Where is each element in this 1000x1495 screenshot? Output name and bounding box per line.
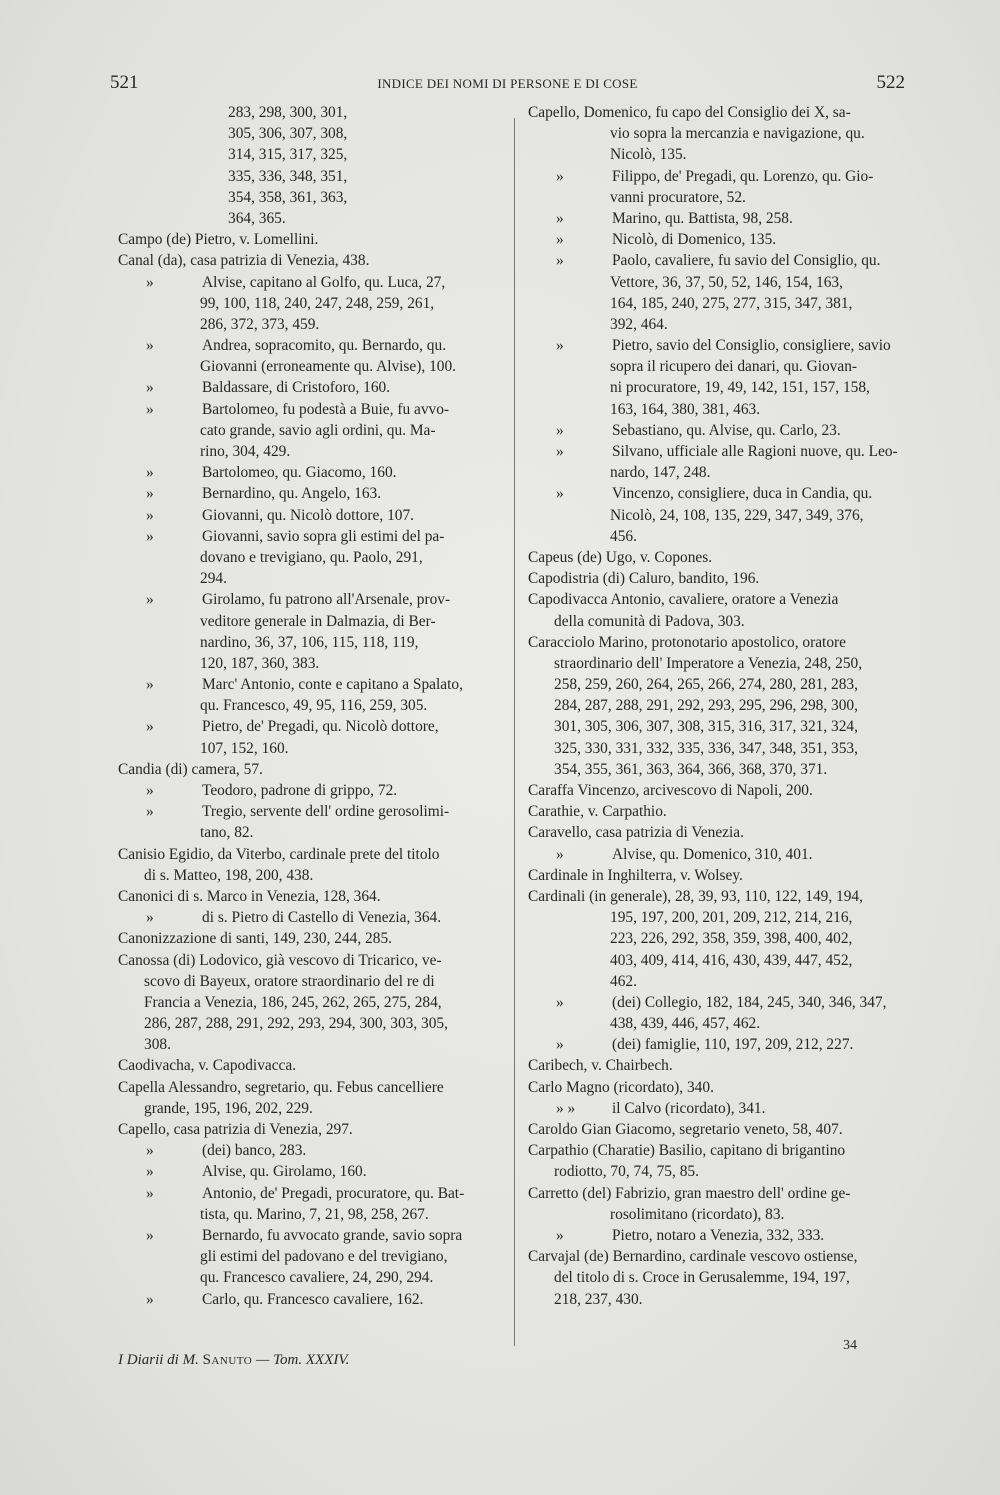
index-line — [528, 865, 908, 886]
ditto-mark: » — [556, 252, 564, 270]
ditto-mark: » — [146, 909, 154, 927]
entry-text: Bartolomeo, qu. Giacomo, 160. — [202, 464, 397, 482]
index-line — [528, 1098, 908, 1119]
entry-text: Canossa (di) Lodovico, già vescovo di Tricarico, ve- — [118, 951, 442, 969]
entry-text: straordinario dell' Imperatore a Venezia, 248, 250, — [554, 654, 863, 672]
entry-text: Marino, qu. Battista, 98, 258. — [612, 209, 793, 227]
ditto-mark: » » — [556, 1099, 576, 1117]
index-line — [118, 1267, 503, 1288]
entry-text: di s. Matteo, 198, 200, 438. — [144, 866, 314, 884]
entry-text: rino, 304, 429. — [200, 443, 291, 460]
ditto-mark: » — [146, 782, 154, 799]
index-line — [528, 716, 908, 737]
index-line — [528, 928, 908, 949]
index-line — [528, 208, 908, 229]
index-line — [118, 1098, 503, 1119]
entry-text: Cardinale in Inghilterra, v. Wolsey. — [528, 866, 743, 884]
signature-mark: 34 — [843, 1338, 857, 1353]
index-line — [118, 462, 503, 483]
entry-text: Francia a Venezia, 186, 245, 262, 265, 275, 284, — [144, 993, 442, 1011]
entry-text: ni procuratore, 19, 49, 142, 151, 157, 158, — [610, 379, 870, 397]
index-line — [118, 632, 503, 653]
ditto-mark: » — [146, 1226, 154, 1244]
ditto-mark: » — [146, 379, 154, 397]
entry-text: 258, 259, 260, 264, 265, 266, 274, 280, 281, 283, — [554, 676, 858, 694]
entry-text: Canonizzazione di santi, 149, 230, 244, 285. — [118, 930, 392, 948]
index-line — [528, 272, 908, 293]
index-line — [118, 568, 503, 589]
index-line — [118, 377, 503, 398]
entry-text: Alvise, qu. Domenico, 310, 401. — [612, 845, 813, 863]
entry-text: Paolo, cavaliere, fu savio del Consiglio, qu. — [612, 252, 881, 270]
entry-text: Alvise, qu. Girolamo, 160. — [202, 1163, 367, 1181]
index-line — [118, 611, 503, 632]
index-line — [528, 1267, 908, 1288]
entry-text: Nicolò, 135. — [610, 146, 687, 164]
index-line — [528, 462, 908, 483]
ditto-mark: » — [146, 464, 154, 482]
entry-text: Baldassare, di Cristoforo, 160. — [202, 379, 391, 397]
index-line — [118, 865, 503, 886]
entry-text: Canonici di s. Marco in Venezia, 128, 364. — [118, 887, 381, 905]
entry-text: qu. Francesco, 49, 95, 116, 259, 305. — [200, 697, 428, 715]
index-line — [118, 1140, 503, 1161]
entry-text: Caroldo Gian Giacomo, segretario veneto, 58, 407. — [528, 1121, 843, 1138]
index-line — [118, 1013, 503, 1034]
entry-text: 364, 365. — [228, 209, 286, 227]
index-line — [528, 611, 908, 632]
index-line — [118, 928, 503, 949]
index-line — [528, 250, 908, 271]
entry-text: 308. — [144, 1036, 171, 1054]
entry-text: Caodivacha, v. Capodivacca. — [118, 1057, 297, 1075]
entry-text: Pietro, de' Pregadi, qu. Nicolò dottore, — [202, 718, 439, 736]
entry-text: Carlo, qu. Francesco cavaliere, 162. — [202, 1290, 424, 1308]
index-line — [118, 1225, 503, 1246]
index-line — [118, 1055, 503, 1076]
entry-text: (dei) famiglie, 110, 197, 209, 212, 227. — [612, 1036, 854, 1054]
index-line — [118, 547, 503, 568]
entry-text: Silvano, ufficiale alle Ragioni nuove, qu. Leo- — [612, 443, 898, 460]
ditto-mark: » — [146, 676, 154, 694]
entry-text: Capodivacca Antonio, cavaliere, oratore a Venezia — [528, 591, 839, 609]
index-line — [118, 229, 503, 250]
entry-text: Girolamo, fu patrono all'Arsenale, prov- — [202, 591, 451, 609]
entry-text: 438, 439, 446, 457, 462. — [610, 1015, 761, 1033]
index-line — [528, 1246, 908, 1267]
entry-text: dovano e trevigiano, qu. Paolo, 291, — [200, 548, 423, 566]
index-line — [118, 272, 503, 293]
index-line — [118, 123, 503, 144]
ditto-mark: » — [146, 337, 154, 355]
index-line — [528, 738, 908, 759]
index-line — [118, 208, 503, 229]
entry-text: Caracciolo Marino, protonotario apostolico, oratore — [528, 633, 846, 651]
index-line — [118, 738, 503, 759]
ditto-mark: » — [146, 1184, 154, 1202]
entry-text: 223, 226, 292, 358, 359, 398, 400, 402, — [610, 930, 853, 948]
entry-text: del titolo di s. Croce in Gerusalemme, 194, 197, — [554, 1269, 850, 1287]
entry-text: vio sopra la mercanzia e navigazione, qu. — [610, 125, 865, 143]
entry-text: Bernardo, fu avvocato grande, savio sopra — [202, 1226, 463, 1244]
index-line — [528, 589, 908, 610]
index-line — [528, 632, 908, 653]
index-line — [528, 144, 908, 165]
index-line — [528, 971, 908, 992]
index-line — [528, 335, 908, 356]
entry-text: 163, 164, 380, 381, 463. — [610, 400, 761, 418]
index-line — [118, 483, 503, 504]
entry-text: Capello, Domenico, fu capo del Consiglio dei X, sa- — [528, 104, 851, 121]
ditto-mark: » — [556, 443, 564, 460]
entry-text: 99, 100, 118, 240, 247, 248, 259, 261, — [200, 294, 435, 312]
entry-text: Tregio, servente dell' ordine gerosolimi- — [202, 803, 450, 821]
footer-author: Sanuto — [202, 1352, 253, 1368]
ditto-mark: » — [556, 485, 564, 503]
entry-text: Caribech, v. Chairbech. — [528, 1057, 673, 1075]
index-line — [528, 1225, 908, 1246]
index-line — [118, 992, 503, 1013]
running-head: INDICE DEI NOMI DI PERSONE E DI COSE — [377, 76, 638, 91]
entry-text: 294. — [200, 570, 227, 588]
index-line — [528, 568, 908, 589]
entry-text: 392, 464. — [610, 315, 668, 333]
index-line — [528, 1161, 908, 1182]
index-line — [528, 950, 908, 971]
entry-text: Filippo, de' Pregadi, qu. Lorenzo, qu. Gio- — [612, 167, 874, 185]
index-line — [118, 1161, 503, 1182]
index-line — [528, 759, 908, 780]
footer-prefix: I Diarii di M. — [118, 1352, 199, 1368]
index-line — [528, 229, 908, 250]
left-column — [118, 102, 503, 1310]
index-line — [528, 780, 908, 801]
entry-text: Giovanni, savio sopra gli estimi del pa- — [202, 527, 445, 545]
entry-text: Giovanni, qu. Nicolò dottore, 107. — [202, 506, 415, 524]
index-line — [528, 1183, 908, 1204]
entry-text: 354, 358, 361, 363, — [228, 188, 348, 206]
index-line — [528, 1013, 908, 1034]
index-line — [528, 377, 908, 398]
entry-text: Campo (de) Pietro, v. Lomellini. — [118, 231, 319, 249]
entry-text: il Calvo (ricordato), 341. — [612, 1099, 766, 1117]
entry-text: scovo di Bayeux, oratore straordinario del re di — [144, 972, 435, 990]
index-line — [118, 441, 503, 462]
page-footer — [118, 1352, 349, 1369]
entry-text: Cardinali (in generale), 28, 39, 93, 110, 122, 149, 194, — [528, 887, 863, 905]
entry-text: Nicolò, 24, 108, 135, 229, 347, 349, 376, — [610, 506, 864, 524]
ditto-mark: » — [146, 591, 154, 609]
page-header — [110, 72, 905, 102]
ditto-mark: » — [556, 993, 564, 1011]
index-line — [528, 801, 908, 822]
index-line — [528, 356, 908, 377]
entry-text: Capello, casa patrizia di Venezia, 297. — [118, 1121, 353, 1138]
entry-text: Caravello, casa patrizia di Venezia. — [528, 824, 744, 842]
index-line — [528, 441, 908, 462]
ditto-mark: » — [556, 421, 564, 439]
entry-text: tista, qu. Marino, 7, 21, 98, 258, 267. — [200, 1205, 429, 1223]
entry-text: nardo, 147, 248. — [610, 464, 711, 482]
entry-text: 164, 185, 240, 275, 277, 315, 347, 381, — [610, 294, 853, 312]
entry-text: grande, 195, 196, 202, 229. — [144, 1099, 313, 1117]
ditto-mark: » — [556, 1226, 564, 1244]
index-line — [528, 505, 908, 526]
index-line — [118, 716, 503, 737]
footer-suffix: — Tom. XXXIV. — [255, 1352, 350, 1368]
ditto-mark: » — [146, 506, 154, 524]
index-line — [528, 314, 908, 335]
entry-text: (dei) Collegio, 182, 184, 245, 340, 346, 347, — [612, 993, 887, 1011]
entry-text: 301, 305, 306, 307, 308, 315, 316, 317, 321, 324, — [554, 718, 858, 736]
ditto-mark: » — [146, 1290, 154, 1308]
column-divider — [514, 118, 515, 1346]
index-line — [118, 356, 503, 377]
index-line — [118, 1204, 503, 1225]
ditto-mark: » — [556, 337, 564, 355]
entry-text: 218, 237, 430. — [554, 1290, 643, 1308]
index-line — [118, 674, 503, 695]
index-line — [118, 907, 503, 928]
entry-text: Carretto (del) Fabrizio, gran maestro dell' ordine ge- — [528, 1184, 851, 1202]
index-line — [118, 102, 503, 123]
index-line — [118, 505, 503, 526]
entry-text: Carathie, v. Carpathio. — [528, 803, 667, 821]
index-line — [528, 187, 908, 208]
entry-text: 314, 315, 317, 325, — [228, 146, 348, 164]
entry-text: Alvise, capitano al Golfo, qu. Luca, 27, — [202, 273, 446, 291]
index-line — [118, 759, 503, 780]
entry-text: 335, 336, 348, 351, — [228, 167, 348, 185]
entry-text: Canal (da), casa patrizia di Venezia, 438. — [118, 252, 370, 270]
index-line — [118, 1289, 503, 1310]
entry-text: qu. Francesco cavaliere, 24, 290, 294. — [200, 1269, 434, 1287]
entry-text: 286, 372, 373, 459. — [200, 315, 320, 333]
index-line — [118, 420, 503, 441]
entry-text: Capella Alessandro, segretario, qu. Febus cancelliere — [118, 1078, 444, 1096]
entry-text: Vettore, 36, 37, 50, 52, 146, 154, 163, — [610, 273, 843, 291]
entry-text: veditore generale in Dalmazia, di Ber- — [200, 612, 436, 630]
entry-text: Giovanni (erroneamente qu. Alvise), 100. — [200, 358, 457, 376]
entry-text: Canisio Egidio, da Viterbo, cardinale prete del titolo — [118, 845, 440, 863]
entry-text: cato grande, savio agli ordini, qu. Ma- — [200, 421, 436, 439]
index-line — [528, 695, 908, 716]
entry-text: 284, 287, 288, 291, 292, 293, 295, 296, 298, 300, — [554, 697, 858, 715]
index-line — [118, 144, 503, 165]
index-line — [528, 166, 908, 187]
index-line — [528, 886, 908, 907]
index-line — [118, 1077, 503, 1098]
index-line — [528, 1055, 908, 1076]
ditto-mark: » — [556, 1036, 564, 1054]
entry-text: di s. Pietro di Castello di Venezia, 364. — [202, 909, 442, 927]
entry-text: Vincenzo, consigliere, duca in Candia, qu. — [612, 485, 873, 503]
ditto-mark: » — [146, 1163, 154, 1181]
index-line — [528, 653, 908, 674]
entry-text: gli estimi del padovano e del trevigiano, — [200, 1248, 448, 1266]
ditto-mark: » — [146, 1142, 154, 1160]
ditto-mark: » — [556, 845, 564, 863]
entry-text: 354, 355, 361, 363, 364, 366, 368, 370, 371. — [554, 760, 828, 778]
entry-text: 325, 330, 331, 332, 335, 336, 347, 348, 351, 353, — [554, 739, 858, 757]
index-line — [118, 1119, 503, 1140]
index-line — [118, 1246, 503, 1267]
index-line — [528, 992, 908, 1013]
index-line — [118, 187, 503, 208]
entry-text: Bernardino, qu. Angelo, 163. — [202, 485, 382, 503]
index-line — [118, 314, 503, 335]
entry-text: 283, 298, 300, 301, — [228, 104, 348, 121]
index-line — [528, 547, 908, 568]
entry-text: Caraffa Vincenzo, arcivescovo di Napoli, 200. — [528, 782, 813, 799]
index-line — [528, 1140, 908, 1161]
entry-text: 403, 409, 414, 416, 430, 439, 447, 452, — [610, 951, 853, 969]
entry-text: Capodistria (di) Caluro, bandito, 196. — [528, 570, 760, 588]
entry-text: Pietro, notaro a Venezia, 332, 333. — [612, 1226, 825, 1244]
entry-text: 195, 197, 200, 201, 209, 212, 214, 216, — [610, 909, 853, 927]
entry-text: vanni procuratore, 52. — [610, 188, 746, 206]
ditto-mark: » — [146, 273, 154, 291]
entry-text: della comunità di Padova, 303. — [554, 612, 745, 630]
ditto-mark: » — [556, 231, 564, 249]
index-line — [118, 653, 503, 674]
index-line — [528, 399, 908, 420]
index-line — [118, 844, 503, 865]
index-line — [528, 123, 908, 144]
index-line — [528, 293, 908, 314]
index-line — [528, 1204, 908, 1225]
entry-text: rosolimitano (ricordato), 83. — [610, 1205, 785, 1223]
entry-text: Antonio, de' Pregadi, procuratore, qu. Bat- — [202, 1184, 465, 1202]
page-number-left: 521 — [110, 72, 139, 93]
entry-text: (dei) banco, 283. — [202, 1142, 307, 1160]
entry-text: sopra il ricupero dei danari, qu. Giovan- — [610, 358, 858, 376]
entry-text: Teodoro, padrone di grippo, 72. — [202, 782, 398, 799]
entry-text: Carlo Magno (ricordato), 340. — [528, 1078, 714, 1096]
ditto-mark: » — [146, 400, 154, 418]
index-line — [528, 1034, 908, 1055]
entry-text: Marc' Antonio, conte e capitano a Spalato, — [202, 676, 463, 694]
index-line — [118, 166, 503, 187]
index-line — [118, 526, 503, 547]
entry-text: 462. — [610, 972, 637, 990]
page-number-right: 522 — [876, 72, 905, 93]
index-line — [528, 102, 908, 123]
index-line — [528, 420, 908, 441]
entry-text: 456. — [610, 527, 637, 545]
index-line — [118, 1183, 503, 1204]
index-line — [118, 399, 503, 420]
index-line — [118, 950, 503, 971]
index-line — [118, 971, 503, 992]
entry-text: Nicolò, di Domenico, 135. — [612, 231, 777, 249]
index-line — [118, 250, 503, 271]
index-line — [118, 801, 503, 822]
index-line — [528, 1077, 908, 1098]
index-line — [118, 780, 503, 801]
index-line — [528, 822, 908, 843]
entry-text: 120, 187, 360, 383. — [200, 654, 320, 672]
entry-text: Andrea, sopracomito, qu. Bernardo, qu. — [202, 337, 447, 355]
entry-text: Capeus (de) Ugo, v. Copones. — [528, 548, 713, 566]
entry-text: Carpathio (Charatie) Basilio, capitano di brigantino — [528, 1142, 846, 1160]
index-line — [118, 695, 503, 716]
index-line — [118, 822, 503, 843]
entry-text: 286, 287, 288, 291, 292, 293, 294, 300, 303, 305, — [144, 1015, 448, 1033]
entry-text: tano, 82. — [200, 824, 254, 842]
entry-text: 305, 306, 307, 308, — [228, 125, 348, 143]
index-line — [528, 674, 908, 695]
ditto-mark: » — [146, 803, 154, 821]
index-line — [528, 526, 908, 547]
index-line — [528, 844, 908, 865]
index-line — [118, 335, 503, 356]
entry-text: Carvajal (de) Bernardino, cardinale vescovo ostiense, — [528, 1248, 858, 1266]
index-line — [528, 907, 908, 928]
right-column — [528, 102, 908, 1310]
entry-text: Pietro, savio del Consiglio, consigliere, savio — [612, 337, 891, 355]
ditto-mark: » — [146, 485, 154, 503]
ditto-mark: » — [146, 527, 154, 545]
entry-text: Sebastiano, qu. Alvise, qu. Carlo, 23. — [612, 421, 841, 439]
index-line — [528, 1119, 908, 1140]
index-line — [528, 483, 908, 504]
entry-text: Bartolomeo, fu podestà a Buie, fu avvo- — [202, 400, 450, 418]
index-line — [528, 1289, 908, 1310]
index-line — [118, 589, 503, 610]
entry-text: Candia (di) camera, 57. — [118, 760, 263, 778]
entry-text: 107, 152, 160. — [200, 739, 289, 757]
entry-text: nardino, 36, 37, 106, 115, 118, 119, — [200, 633, 419, 651]
ditto-mark: » — [556, 167, 564, 185]
index-line — [118, 293, 503, 314]
entry-text: rodiotto, 70, 74, 75, 85. — [554, 1163, 699, 1181]
index-line — [118, 1034, 503, 1055]
ditto-mark: » — [556, 209, 564, 227]
ditto-mark: » — [146, 718, 154, 736]
index-line — [118, 886, 503, 907]
